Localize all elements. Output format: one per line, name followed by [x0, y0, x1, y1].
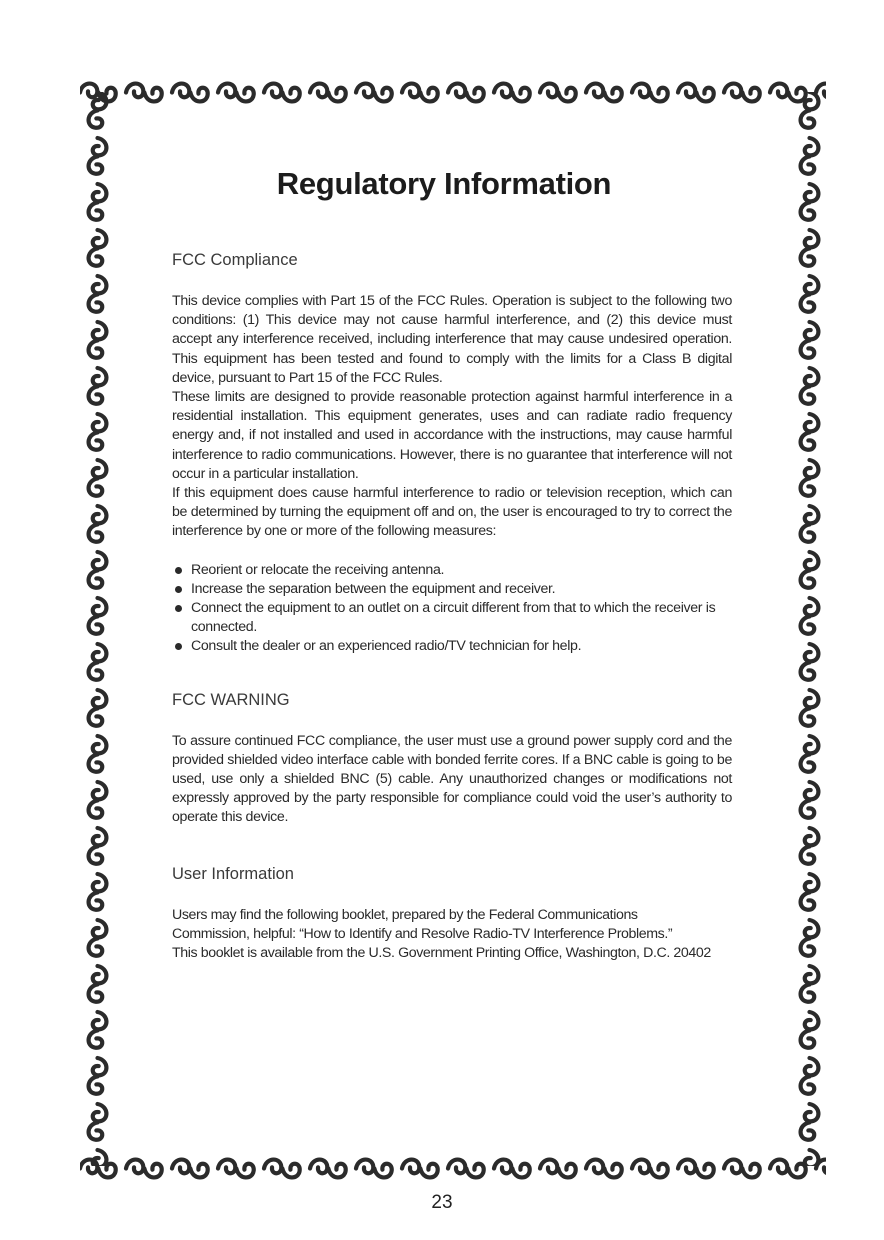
border-svg: [80, 72, 826, 110]
scroll-ornament: [89, 1122, 103, 1139]
scroll-ornament: [218, 1160, 235, 1174]
scroll-ornament: [742, 1164, 759, 1178]
scroll-ornament: [805, 598, 819, 615]
scroll-ornament: [89, 938, 103, 955]
scroll-ornament: [89, 524, 103, 541]
scroll-ornament: [805, 782, 819, 799]
scroll-ornament: [93, 644, 107, 661]
scroll-ornament: [604, 88, 621, 102]
scroll-ornament: [724, 84, 741, 98]
scroll-ornament: [805, 736, 819, 753]
scroll-ornament: [805, 230, 819, 247]
scroll-ornament: [93, 322, 107, 339]
scroll-ornament: [89, 110, 103, 127]
scroll-ornament: [89, 846, 103, 863]
scroll-ornament: [805, 828, 819, 845]
scroll-ornament: [236, 88, 253, 102]
scroll-ornament: [89, 156, 103, 173]
scroll-ornament: [558, 1164, 575, 1178]
scroll-ornament: [801, 110, 815, 127]
scroll-ornament: [93, 828, 107, 845]
scroll-ornament: [805, 506, 819, 523]
scroll-ornament: [236, 1164, 253, 1178]
scroll-ornament: [805, 322, 819, 339]
bullet-icon: [175, 643, 182, 650]
scroll-ornament: [89, 754, 103, 771]
scroll-ornament: [632, 84, 649, 98]
scroll-ornament: [801, 570, 815, 587]
section-heading-user-information: User Information: [172, 864, 294, 883]
scroll-ornament: [89, 1030, 103, 1047]
scroll-ornament: [540, 84, 557, 98]
scroll-ornament: [93, 506, 107, 523]
scroll-ornament: [93, 276, 107, 293]
scroll-ornament: [801, 294, 815, 311]
scroll-ornament: [805, 966, 819, 983]
scroll-ornament: [328, 1164, 345, 1178]
scroll-ornament: [89, 1076, 103, 1093]
scroll-ornament: [801, 708, 815, 725]
scroll-ornament: [558, 88, 575, 102]
scroll-ornament: [805, 1104, 819, 1121]
section-heading-fcc-warning: FCC WARNING: [172, 690, 290, 709]
scroll-ornament: [512, 1164, 529, 1178]
scroll-ornament: [282, 1164, 299, 1178]
scroll-ornament: [805, 690, 819, 707]
scroll-ornament: [801, 846, 815, 863]
border-svg: [792, 92, 826, 1166]
scroll-ornament: [805, 1058, 819, 1075]
scroll-ornament: [89, 248, 103, 265]
scroll-ornament: [144, 88, 161, 102]
scroll-ornament: [448, 84, 465, 98]
scroll-ornament: [805, 184, 819, 201]
scroll-ornament: [801, 524, 815, 541]
scroll-ornament: [494, 1160, 511, 1174]
fcc-compliance-body: [172, 292, 732, 542]
scroll-ornament: [89, 800, 103, 817]
scroll-ornament: [801, 202, 815, 219]
scroll-ornament: [310, 1160, 327, 1174]
border-svg: [80, 92, 114, 1166]
scroll-ornament: [89, 616, 103, 633]
list-item-text: Increase the separation between the equipment and receiver.: [191, 580, 556, 597]
scroll-ornament: [420, 1164, 437, 1178]
scroll-ornament: [93, 138, 107, 155]
scroll-ornament: [805, 1012, 819, 1029]
scroll-ornament: [93, 552, 107, 569]
scroll-ornament: [356, 84, 373, 98]
scroll-ornament: [801, 662, 815, 679]
scroll-ornament: [650, 88, 667, 102]
scroll-ornament: [93, 460, 107, 477]
scroll-ornament: [512, 88, 529, 102]
scroll-ornament: [89, 662, 103, 679]
scroll-ornament: [93, 184, 107, 201]
scroll-ornament: [93, 920, 107, 937]
scroll-ornament: [89, 708, 103, 725]
scroll-ornament: [801, 156, 815, 173]
scroll-ornament: [89, 386, 103, 403]
scroll-ornament: [650, 1164, 667, 1178]
scroll-ornament: [632, 1160, 649, 1174]
scroll-ornament: [805, 920, 819, 937]
scroll-ornament: [89, 892, 103, 909]
scroll-ornament: [801, 1122, 815, 1139]
list-item-text: Reorient or relocate the receiving antenna.: [191, 561, 445, 578]
scroll-ornament: [89, 340, 103, 357]
list-item-text: Connect the equipment to an outlet on a circuit different from that to which the receiver is connected.: [191, 600, 716, 636]
scroll-ornament: [801, 1076, 815, 1093]
scroll-ornament: [805, 368, 819, 385]
scroll-ornament: [264, 84, 281, 98]
list-item: [172, 599, 732, 637]
scroll-ornament: [89, 478, 103, 495]
scroll-ornament: [89, 984, 103, 1001]
scroll-ornament: [93, 782, 107, 799]
scroll-ornament: [678, 1160, 695, 1174]
list-item: [172, 637, 732, 656]
scroll-ornament: [264, 1160, 281, 1174]
scroll-ornament: [604, 1164, 621, 1178]
scroll-ornament: [218, 84, 235, 98]
scroll-ornament: [678, 84, 695, 98]
bullet-icon: [175, 567, 182, 574]
scroll-ornament: [696, 1164, 713, 1178]
paragraph-line: This booklet is available from the U.S. Government Printing Office, Washington, D.C. 20402: [172, 945, 711, 962]
scroll-ornament: [448, 1160, 465, 1174]
scroll-ornament: [805, 138, 819, 155]
scroll-ornament: [801, 892, 815, 909]
paragraph-line: Users may find the following booklet, prepared by the Federal Communications: [172, 906, 638, 923]
paragraph: If this equipment does cause harmful interference to radio or television reception, which can be determined by turning the equipment off and on, the user is encouraged to try to correct the interference by one or more of the following measures:: [172, 485, 732, 540]
scroll-ornament: [805, 552, 819, 569]
scroll-ornament: [540, 1160, 557, 1174]
page-number: 23: [431, 1192, 453, 1213]
scroll-ornament: [402, 84, 419, 98]
scroll-ornament: [172, 84, 189, 98]
scroll-ornament: [801, 340, 815, 357]
scroll-ornament: [420, 88, 437, 102]
user-information-body: [172, 906, 732, 964]
scroll-ornament: [770, 1160, 787, 1174]
section-heading-fcc-compliance: FCC Compliance: [172, 251, 298, 269]
paragraph: To assure continued FCC compliance, the user must use a ground power supply cord and the provided shielded video interface cable with bonded ferrite cores. If a BNC cable is going to be used, use only a shielded BNC (5) cable. Any unauthorized changes or modifications not expressly approved by the party responsible for compliance could void the user’s authority to operate this device.: [172, 732, 732, 826]
scroll-ornament: [89, 432, 103, 449]
scroll-ornament: [190, 1164, 207, 1178]
scroll-ornament: [466, 88, 483, 102]
scroll-ornament: [93, 414, 107, 431]
scroll-ornament: [93, 368, 107, 385]
scroll-ornament: [144, 1164, 161, 1178]
list-item-text: Consult the dealer or an experienced radio/TV technician for help.: [191, 638, 582, 655]
scroll-ornament: [93, 598, 107, 615]
scroll-ornament: [93, 1150, 107, 1166]
scroll-ornament: [466, 1164, 483, 1178]
scroll-ornament: [801, 1030, 815, 1047]
scroll-ornament: [724, 1160, 741, 1174]
scroll-ornament: [93, 1104, 107, 1121]
scroll-ornament: [172, 1160, 189, 1174]
measures-list: [172, 561, 732, 657]
scroll-ornament: [801, 386, 815, 403]
scroll-ornament: [801, 938, 815, 955]
decorative-border-left: [80, 92, 114, 1166]
scroll-ornament: [805, 644, 819, 661]
scroll-ornament: [801, 984, 815, 1001]
scroll-ornament: [282, 88, 299, 102]
scroll-ornament: [190, 88, 207, 102]
scroll-ornament: [586, 84, 603, 98]
scroll-ornament: [494, 84, 511, 98]
scroll-ornament: [801, 616, 815, 633]
fcc-warning-body: [172, 732, 732, 828]
scroll-ornament: [93, 230, 107, 247]
list-item: [172, 580, 732, 599]
scroll-ornament: [93, 966, 107, 983]
scroll-ornament: [126, 1160, 143, 1174]
scroll-ornament: [93, 736, 107, 753]
page-content: [172, 160, 732, 963]
scroll-ornament: [586, 1160, 603, 1174]
scroll-ornament: [805, 276, 819, 293]
scroll-ornament: [805, 92, 819, 109]
scroll-ornament: [310, 84, 327, 98]
scroll-ornament: [696, 88, 713, 102]
scroll-ornament: [93, 92, 107, 109]
scroll-ornament: [402, 1160, 419, 1174]
paragraph-line: Commission, helpful: “How to Identify and Resolve Radio-TV Interference Problems.”: [172, 925, 673, 942]
scroll-ornament: [93, 1058, 107, 1075]
decorative-border-top: [80, 72, 826, 110]
scroll-ornament: [374, 1164, 391, 1178]
scroll-ornament: [801, 754, 815, 771]
scroll-ornament: [742, 88, 759, 102]
scroll-ornament: [805, 1150, 819, 1166]
bullet-icon: [175, 605, 182, 612]
scroll-ornament: [126, 84, 143, 98]
scroll-ornament: [356, 1160, 373, 1174]
scroll-ornament: [805, 414, 819, 431]
scroll-ornament: [805, 460, 819, 477]
scroll-ornament: [770, 84, 787, 98]
list-item: [172, 561, 732, 580]
decorative-border-bottom: [80, 1148, 826, 1186]
paragraph: This device complies with Part 15 of the FCC Rules. Operation is subject to the following two conditions: (1) This device may not cause harmful interference, and (2) this device must accept any interference received, including interference that may cause undesired operation. This equipment has been tested and found to comply with the limits for a Class B digital device, pursuant to Part 15 of the FCC Rules.: [172, 293, 732, 386]
scroll-ornament: [89, 570, 103, 587]
decorative-border-right: [792, 92, 826, 1166]
scroll-ornament: [801, 432, 815, 449]
scroll-ornament: [93, 874, 107, 891]
border-svg: [80, 1148, 826, 1186]
paragraph: These limits are designed to provide reasonable protection against harmful interference in a residential installation. This equipment generates, uses and can radiate radio frequency energy and, if not installed and used in accordance with the instructions, may cause harmful interference to radio communications. However, there is no guarantee that interference will not occur in a particular installation.: [172, 389, 732, 482]
scroll-ornament: [89, 202, 103, 219]
bullet-icon: [175, 586, 182, 593]
scroll-ornament: [93, 690, 107, 707]
scroll-ornament: [805, 874, 819, 891]
scroll-ornament: [801, 478, 815, 495]
page-title: Regulatory Information: [276, 166, 612, 201]
scroll-ornament: [93, 1012, 107, 1029]
scroll-ornament: [801, 800, 815, 817]
scroll-ornament: [328, 88, 345, 102]
scroll-ornament: [374, 88, 391, 102]
scroll-ornament: [801, 248, 815, 265]
scroll-ornament: [89, 294, 103, 311]
